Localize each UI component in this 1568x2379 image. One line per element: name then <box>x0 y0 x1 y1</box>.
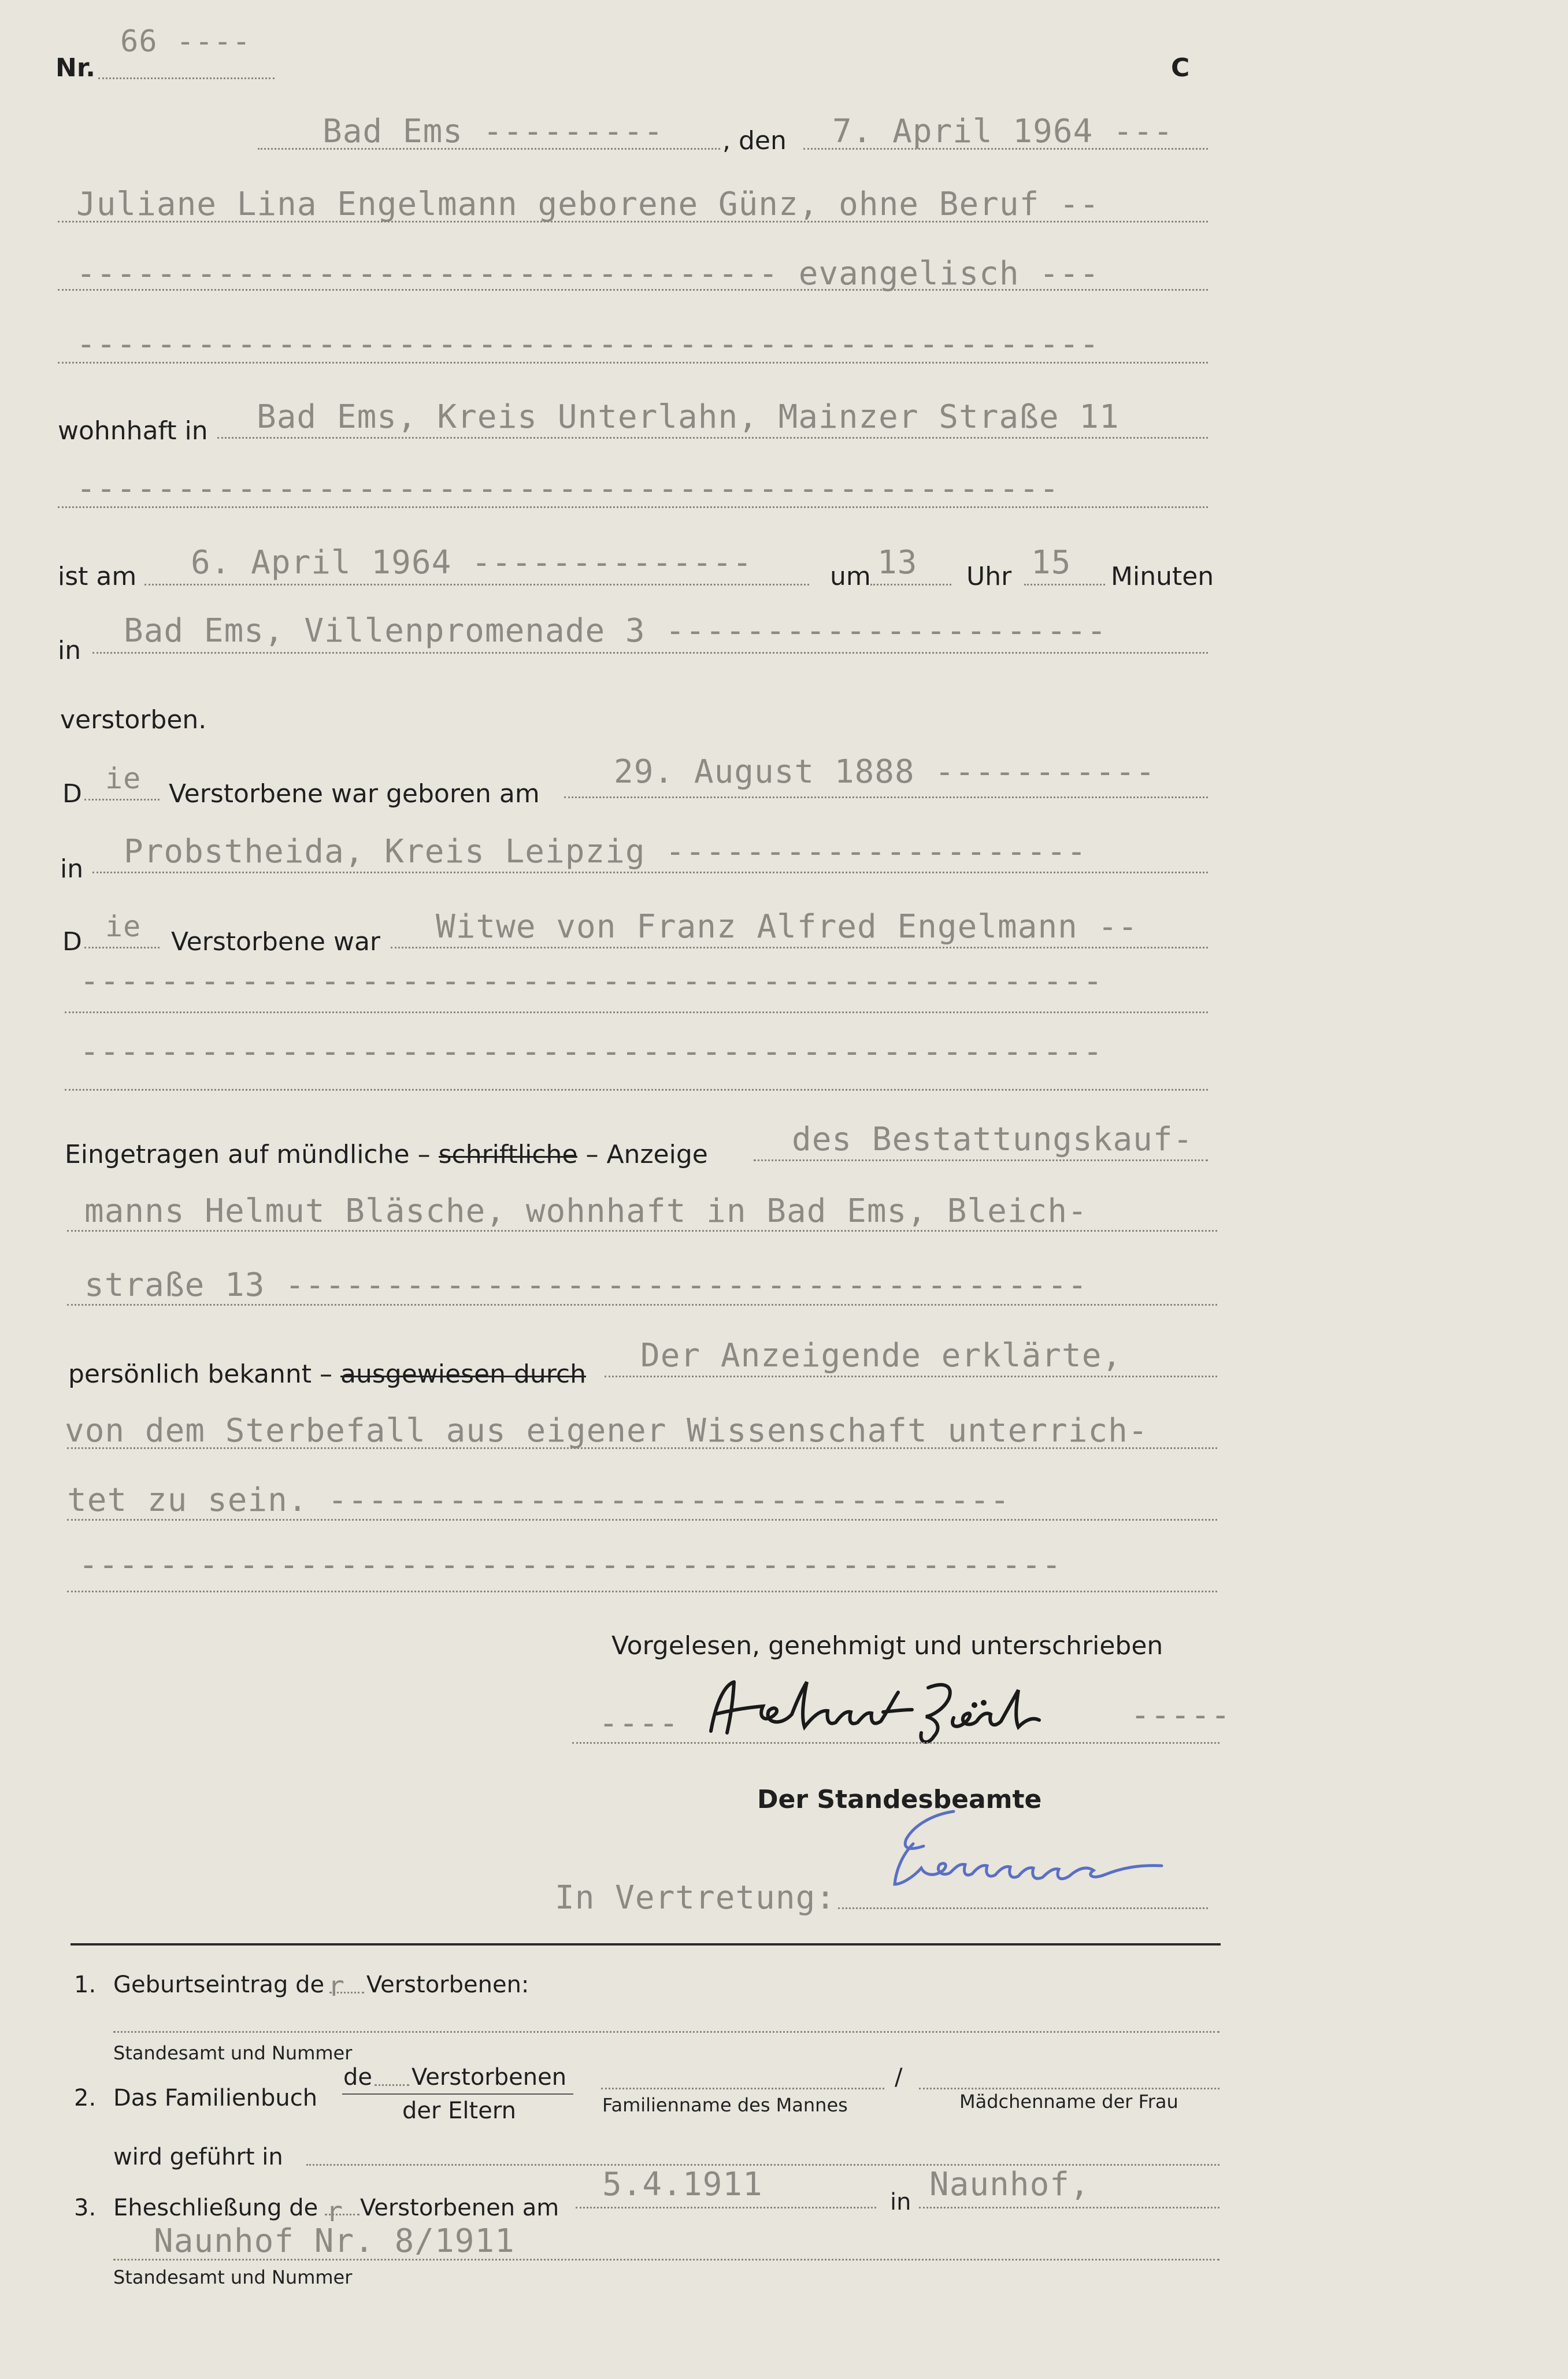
report-rule-2 <box>67 1230 1217 1232</box>
item2-husband-line <box>601 2088 884 2089</box>
record-number-line <box>98 77 275 79</box>
death-hour-line <box>870 584 951 586</box>
person-line-2 <box>58 289 1208 291</box>
registrar-label: Der Standesbeamte <box>757 1785 1042 1814</box>
item2-de: de <box>343 2064 372 2091</box>
item1-suffix-line <box>329 1992 364 1993</box>
registrar-signature-line <box>838 1907 1208 1909</box>
geboren-label: Verstorbene war geboren am <box>169 779 540 809</box>
status-d-line <box>84 947 160 948</box>
status-d-label: D <box>62 927 82 957</box>
birth-d-line <box>84 799 160 801</box>
death-minute: 15 <box>1031 544 1072 581</box>
status-filler-1: --------------------------------------------------- <box>80 962 1103 1000</box>
death-minute-line <box>1024 584 1105 586</box>
marriage-place: Naunhof, <box>929 2166 1090 2203</box>
gefuehrt-label: wird geführt in <box>113 2144 283 2170</box>
report-line-1: des Bestattungskauf- <box>792 1121 1193 1158</box>
identity-line-4: ------------------------------------------------- <box>79 1546 1062 1584</box>
item2-fraction-bar <box>342 2093 573 2095</box>
status-war-label: Verstorbene war <box>171 927 381 957</box>
identity-rule-2 <box>67 1447 1217 1449</box>
item1-number: 1. <box>74 1972 97 1998</box>
status-line-2 <box>65 1011 1208 1013</box>
item3-label <box>113 2195 559 2228</box>
status-line-3 <box>65 1089 1208 1091</box>
item1-label <box>113 1970 529 2003</box>
identity-line-1: Der Anzeigende erklärte, <box>640 1337 1122 1374</box>
item1-standesamt-label: Standesamt und Nummer <box>113 2042 353 2064</box>
item1-register-line <box>113 2031 1219 2033</box>
minuten-label: Minuten <box>1111 562 1214 591</box>
person-filler-line: --------------------------------------------------- <box>76 325 1100 363</box>
death-date: 6. April 1964 -------------- <box>191 544 753 581</box>
identity-rule-1 <box>605 1376 1217 1377</box>
residence-line <box>217 437 1208 439</box>
birth-place: Probstheida, Kreis Leipzig --------------------- <box>124 833 1087 870</box>
birth-date-line <box>564 796 1208 798</box>
vertretung-label: In Vertretung: <box>555 1879 836 1917</box>
birth-date: 29. August 1888 ----------- <box>614 753 1156 791</box>
registrar-signature <box>878 1803 1202 1902</box>
report-label <box>65 1142 708 1168</box>
item2-slash: / <box>895 2064 903 2091</box>
marital-status: Witwe von Franz Alfred Engelmann -- <box>436 908 1139 946</box>
identity-rule-3 <box>67 1519 1217 1521</box>
item1-label-b: Verstorbenen: <box>366 1972 529 1998</box>
item1-suffix: r <box>328 1970 346 2003</box>
status-d-suffix: ie <box>105 910 142 943</box>
marriage-date: 5.4.1911 <box>602 2166 763 2203</box>
report-label-struck: schriftliche <box>438 1140 578 1169</box>
registry-place-line <box>258 148 720 150</box>
item2-de-line <box>375 2084 409 2086</box>
item2-familienname-label: Familienname des Mannes <box>602 2094 848 2116</box>
registry-place: Bad Ems --------- <box>323 113 664 150</box>
ist-am-label: ist am <box>58 562 137 591</box>
marriage-register-line <box>113 2259 1219 2261</box>
item3-in-label: in <box>890 2189 911 2215</box>
marriage-place-line <box>919 2207 1219 2208</box>
death-hour: 13 <box>877 544 918 581</box>
report-line-3: straße 13 ---------------------------------------- <box>84 1266 1088 1304</box>
marital-status-line <box>391 947 1208 948</box>
registry-date-line <box>803 148 1208 150</box>
identity-label-a: persönlich bekannt – <box>68 1359 333 1389</box>
item3-label-a: Eheschließung de <box>113 2195 318 2221</box>
marriage-register: Naunhof Nr. 8/1911 <box>154 2222 515 2260</box>
item2-number: 2. <box>74 2085 97 2111</box>
residence-line-2 <box>58 506 1208 508</box>
item2-label: Das Familienbuch <box>113 2085 318 2111</box>
item2-maedchenname-label: Mädchenname der Frau <box>959 2091 1178 2113</box>
death-date-line <box>144 584 809 586</box>
identity-label <box>68 1359 586 1389</box>
series-letter: C <box>1171 53 1190 83</box>
um-label: um <box>830 562 871 591</box>
person-name-line: Juliane Lina Engelmann geborene Günz, ohne Beruf -- <box>76 186 1100 223</box>
residence-filler: ------------------------------------------------- <box>76 470 1060 507</box>
item3-suffix: r <box>326 2196 344 2228</box>
item3-number: 3. <box>74 2195 97 2221</box>
item3-standesamt-label: Standesamt und Nummer <box>113 2266 353 2288</box>
uhr-label: Uhr <box>966 562 1012 591</box>
report-line-2: manns Helmut Bläsche, wohnhaft in Bad Ems, Bleich- <box>84 1192 1088 1230</box>
item3-label-b: Verstorbenen am <box>359 2195 559 2221</box>
item1-label-a: Geburtseintrag de <box>113 1972 325 1998</box>
record-number: 66 ---- <box>120 24 251 59</box>
registry-date: 7. April 1964 --- <box>832 113 1174 150</box>
informant-signature <box>699 1665 1092 1751</box>
identity-label-struck: ausgewiesen durch <box>340 1359 586 1389</box>
footer-divider <box>71 1943 1221 1946</box>
birth-d-suffix: ie <box>105 762 142 795</box>
identity-line-2: von dem Sterbefall aus eigener Wissenschaft unterrich- <box>65 1412 1148 1450</box>
person-line-3 <box>58 362 1208 364</box>
birth-d-label: D <box>62 779 82 809</box>
report-rule-3 <box>67 1304 1217 1306</box>
identity-line-3: tet zu sein. ---------------------------------- <box>67 1481 1010 1519</box>
item3-suffix-line <box>325 2214 359 2215</box>
den-label: , den <box>722 126 787 155</box>
item2-eltern: der Eltern <box>402 2098 516 2124</box>
signature-dash-left: ---- <box>599 1704 679 1742</box>
report-label-b: – Anzeige <box>585 1140 708 1169</box>
item2-wife-line <box>919 2088 1219 2089</box>
read-approved-label: Vorgelesen, genehmigt und unterschrieben <box>611 1631 1163 1661</box>
birth-in-label: in <box>60 854 84 884</box>
informant-signature-line <box>572 1742 1219 1744</box>
birth-place-line <box>92 872 1208 873</box>
person-religion-line: ----------------------------------- evangelisch --- <box>76 255 1100 292</box>
death-place: Bad Ems, Villenpromenade 3 ---------------------- <box>124 612 1107 650</box>
report-rule-1 <box>754 1159 1208 1161</box>
death-in-label: in <box>58 636 81 665</box>
status-filler-2: --------------------------------------------------- <box>80 1033 1103 1070</box>
signature-dash-right: ----- <box>1130 1696 1231 1734</box>
residence-address: Bad Ems, Kreis Unterlahn, Mainzer Straße 11 <box>257 398 1120 436</box>
report-label-a: Eingetragen auf mündliche – <box>65 1140 431 1169</box>
wohnhaft-label: wohnhaft in <box>58 416 208 446</box>
identity-rule-4 <box>67 1591 1217 1592</box>
person-line-1 <box>58 221 1208 223</box>
death-place-line <box>92 652 1208 654</box>
nr-label: Nr. <box>55 53 95 83</box>
verstorben-label: verstorben. <box>60 705 207 735</box>
item2-verstorbenen: Verstorbenen <box>412 2064 567 2091</box>
marriage-date-line <box>576 2207 876 2208</box>
